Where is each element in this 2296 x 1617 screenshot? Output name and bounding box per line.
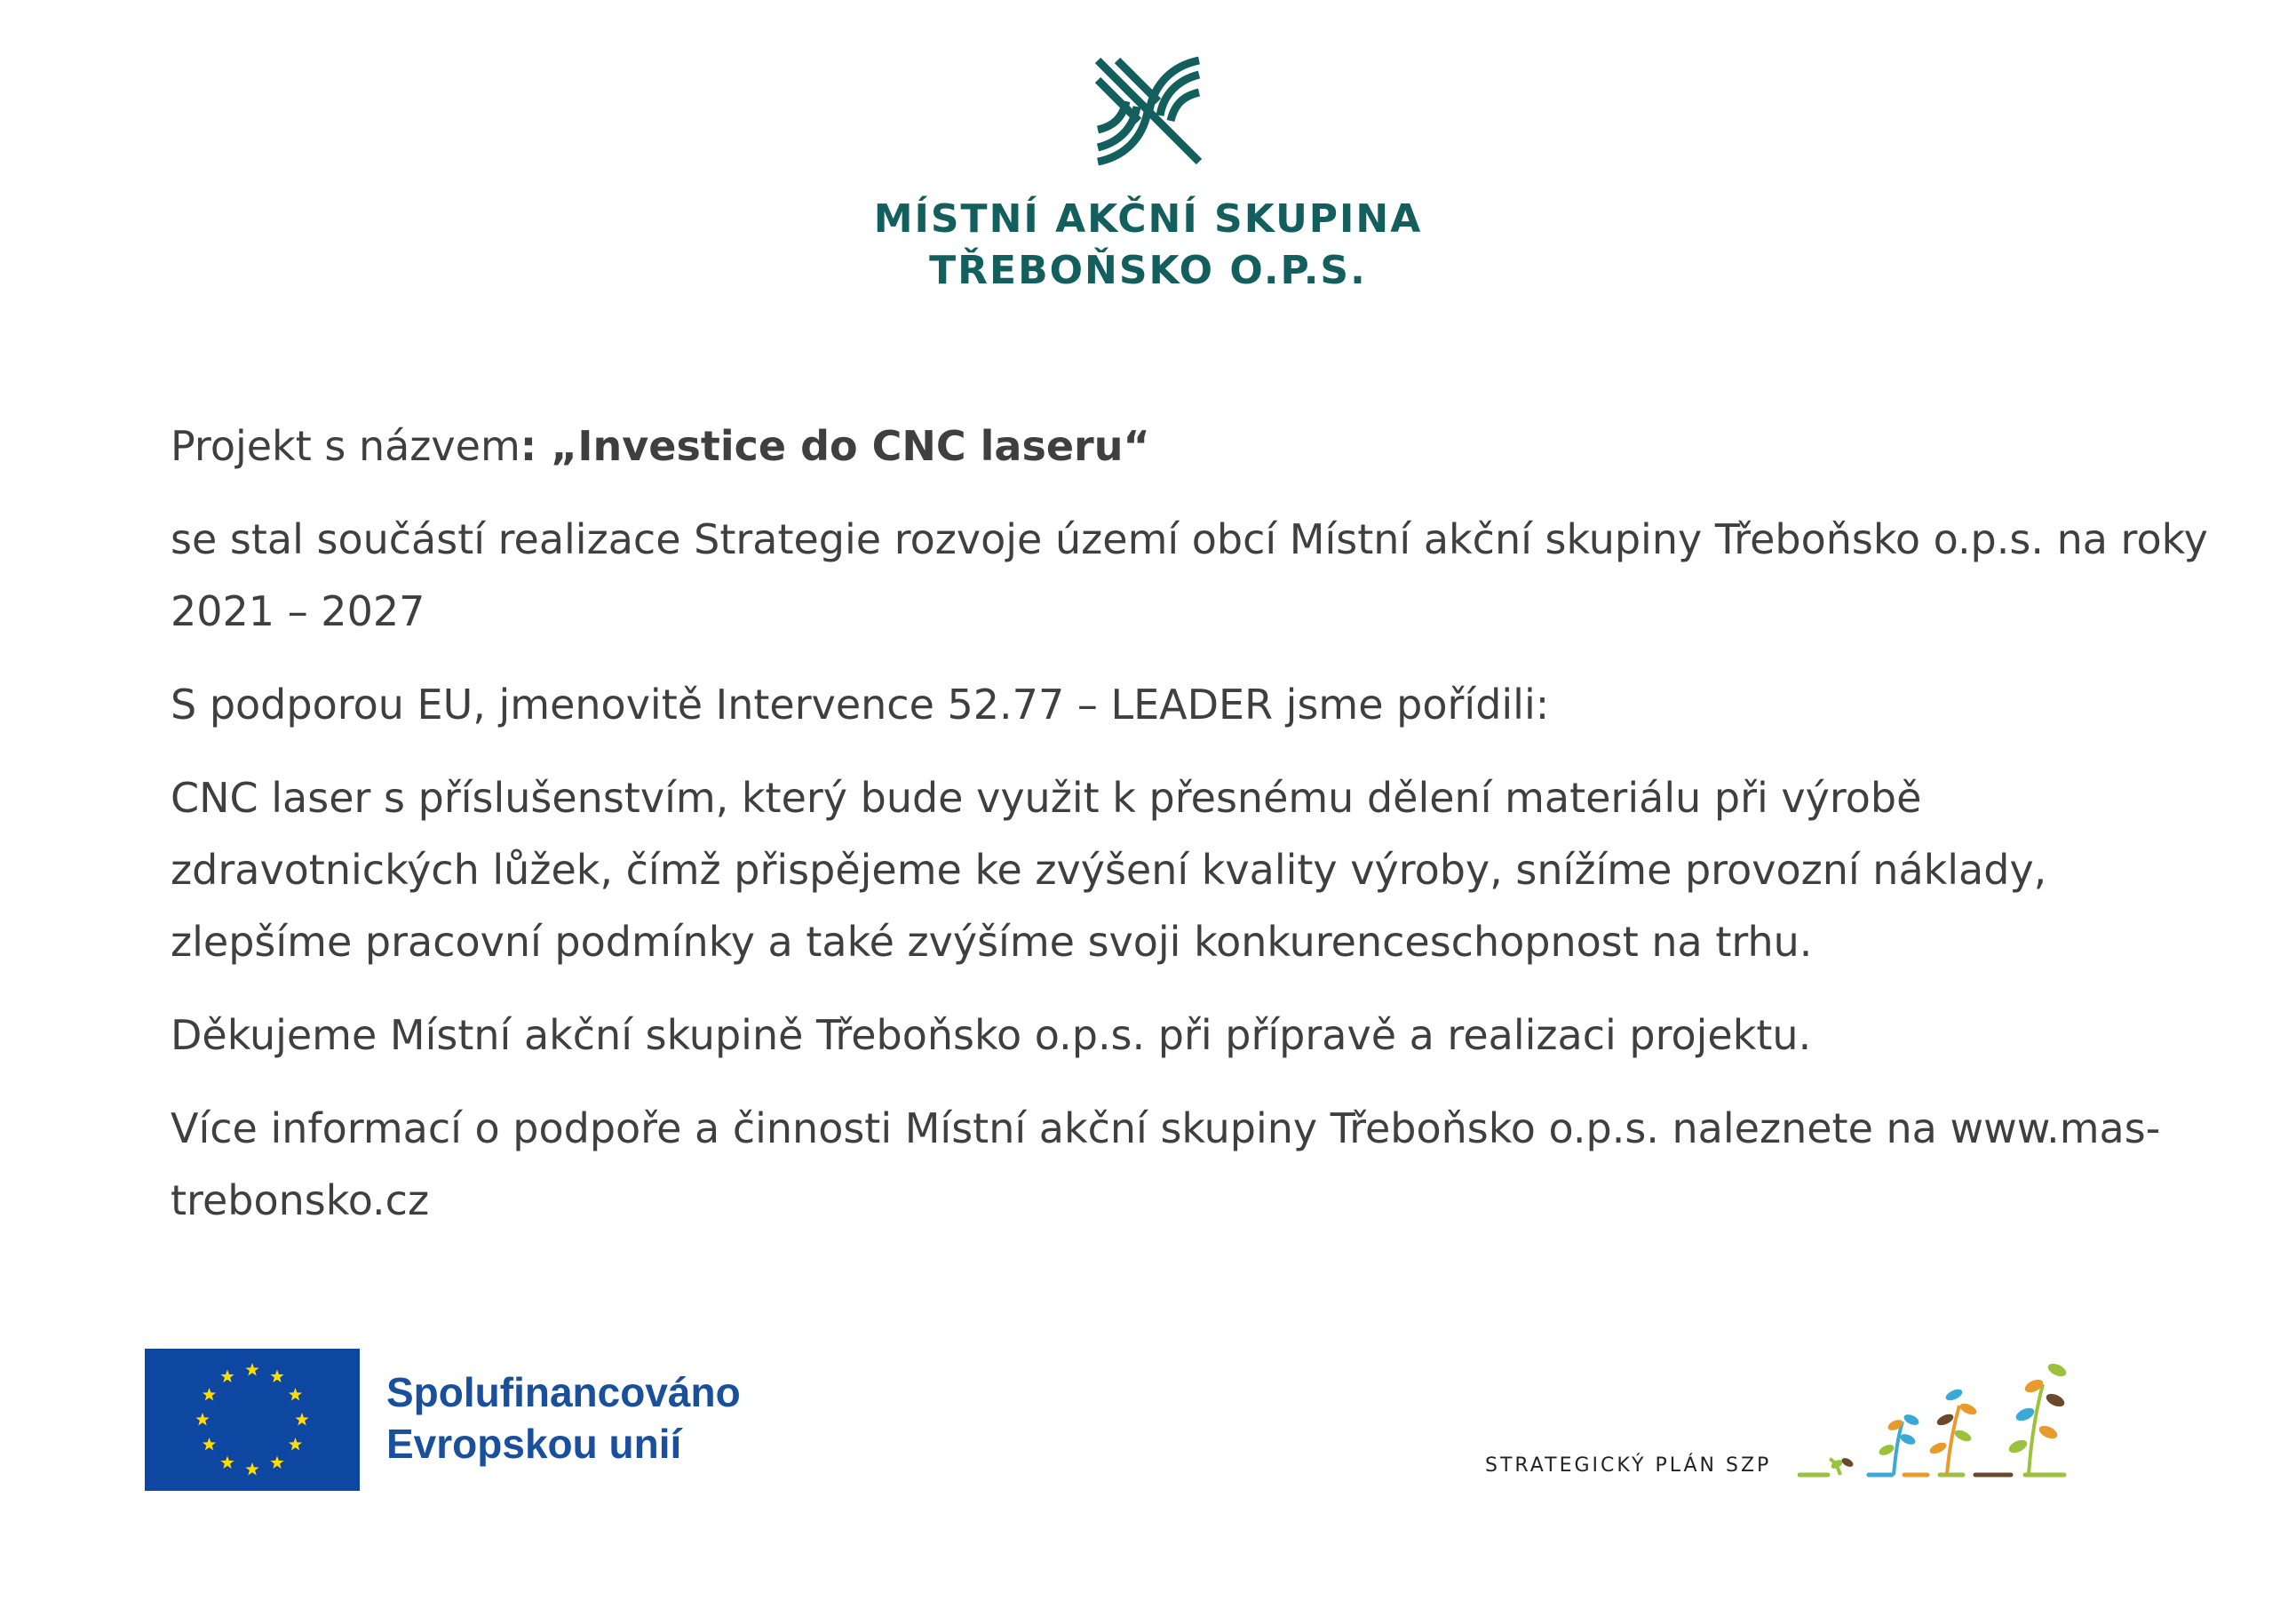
eu-flag-icon [145,1349,360,1491]
support-paragraph: S podporou EU, jmenovitě Intervence 52.77 – LEADER jsme pořídili: [171,681,1550,729]
eu-text [386,1366,848,1470]
strategy-paragraph: se stal součástí realizace Strategie rozvoje území obcí Místní akční skupiny Třeboňsko o.p.s. na roky 2021 – 2027 [171,515,2208,635]
sprouting-trees-icon [1798,1350,2100,1484]
thanks-paragraph: Děkujeme Místní akční skupině Třeboňsko o.p.s. při přípravě a realizaci projektu. [171,1011,1812,1059]
eu-line-2: Evropskou unií [386,1421,682,1467]
project-prefix: Projekt s názvem [171,422,520,470]
project-title [171,410,2213,482]
mas-x-icon [1091,53,1206,169]
info-paragraph: Více informací o podpoře a činnosti Místní akční skupiny Třeboňsko o.p.s. naleznete na www.mas-trebonsko.cz [171,1104,2161,1224]
szp-logo [1485,1350,2125,1493]
logo-line-2: TŘEBOŇSKO O.P.S. [929,248,1367,293]
mas-logo [0,53,2296,297]
mas-name [0,194,2296,297]
project-name: : „Investice do CNC laseru“ [520,422,1150,470]
szp-label: STRATEGICKÝ PLÁN SZP [1485,1454,1772,1477]
purchase-paragraph: CNC laser s příslušenstvím, který bude využit k přesnému dělení materiálu při výrobě zdravotnických lůžek, čímž přispějeme ke zvýšení kvality výroby, snížíme provozní náklady, zlepšíme pracovní podmínky a také zvýšíme svoji konkurenceschopnost na trhu. [171,774,2047,966]
logo-line-1: MÍSTNÍ AKČNÍ SKUPINA [873,196,1423,242]
eu-line-1: Spolufinancováno [386,1369,741,1415]
project-text [171,410,2213,1258]
